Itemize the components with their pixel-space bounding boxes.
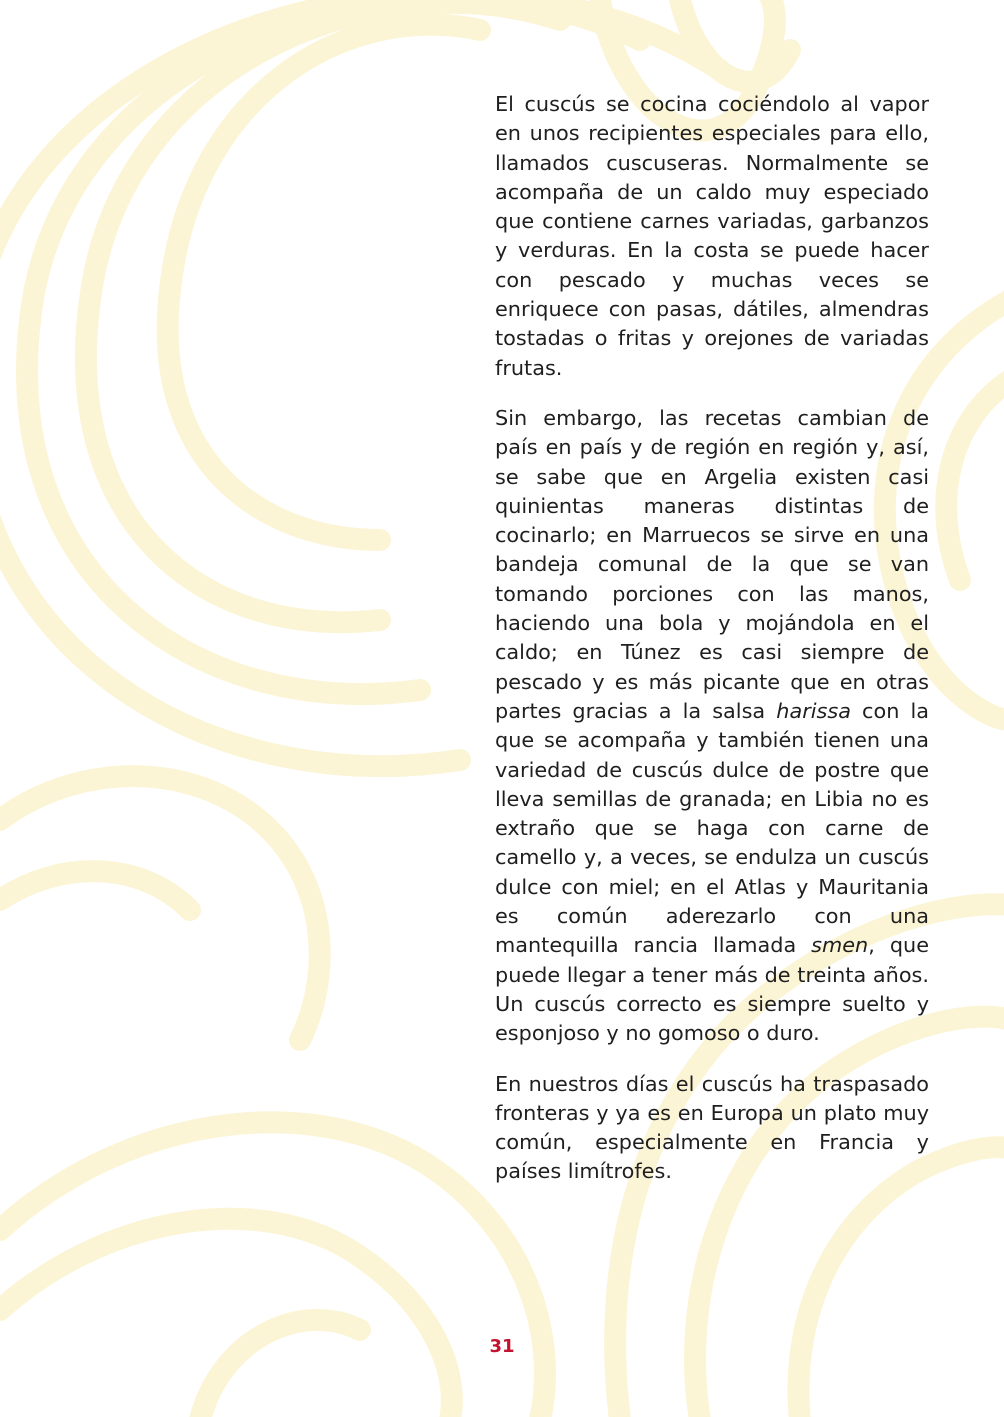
italic-term-smen: smen bbox=[811, 933, 869, 958]
paragraph-2 bbox=[495, 404, 929, 1049]
paragraph-1 bbox=[495, 90, 929, 383]
body-text bbox=[495, 90, 929, 1208]
paragraph-3-text: En nuestros días el cuscús ha traspasado fronteras y ya es en Europa un plato muy común, especialmente en Francia y países limítrofes. bbox=[495, 1071, 929, 1184]
page-number: 31 bbox=[489, 1336, 515, 1357]
italic-term-harissa: harissa bbox=[776, 698, 851, 723]
paragraph-2-text-c: , que puede llegar a tener más de treinta años. Un cuscús correcto es siempre suelto y esponjoso y no gomoso o duro. bbox=[495, 933, 929, 1046]
paragraph-1-text: El cuscús se cocina cociéndolo al vapor en unos recipientes especiales para ello, llamados cuscuseras. Normalmente se acompaña de un caldo muy especiado que contiene carnes variadas, garbanzos y verduras. En la costa se puede hacer con pescado y muchas veces se enriquece con pasas, dátiles, almendras tostadas o fritas y orejones de variadas frutas. bbox=[495, 92, 929, 380]
paragraph-2-text-a: Sin embargo, las recetas cambian de país en país y de región en región y, así, se sabe que en Argelia existen casi quinientas maneras distintas de cocinarlo; en Marruecos se sirve en una bandeja comunal de la que se van tomando porciones con las manos, haciendo una bola y mojándola en el caldo; en Túnez es casi siempre de pescado y es más picante que en otras partes gracias a la salsa bbox=[495, 405, 929, 723]
paragraph-3 bbox=[495, 1070, 929, 1187]
paragraph-2-text-b: con la que se acompaña y también tienen una variedad de cuscús dulce de postre que lleva semillas de granada; en Libia no es extraño que se haga con carne de camello y, a veces, se endulza un cuscús dulce con miel; en el Atlas y Mauritania es común aderezarlo con una mantequilla rancia llamada bbox=[495, 698, 929, 958]
